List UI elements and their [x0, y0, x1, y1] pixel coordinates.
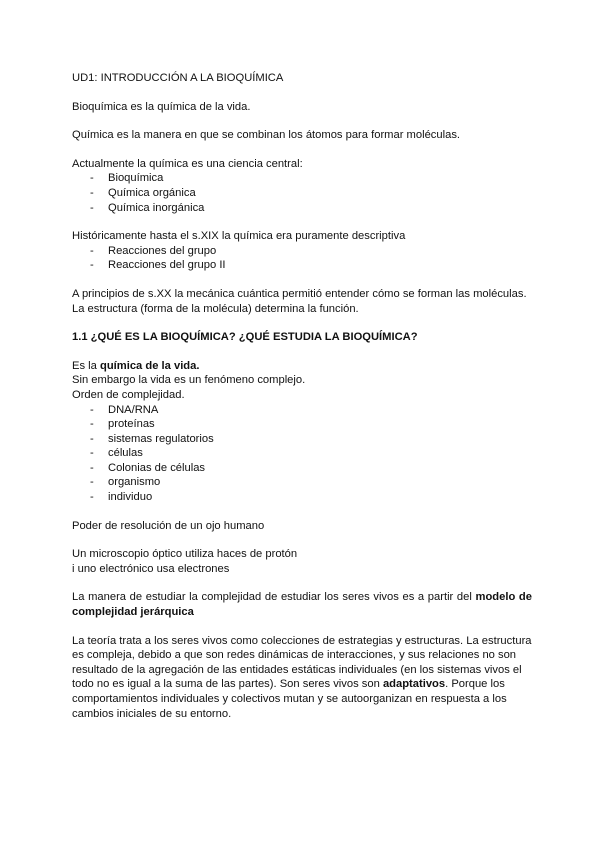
paragraph-chemistry: Química es la manera en que se combinan los átomos para formar moléculas. [72, 129, 461, 142]
life-block [72, 359, 532, 505]
theory-text-1: La teoría trata a los seres vivos como colecciones de estrategias y estructuras. La estructura es compleja, debido a que son redes dinámicas de interacciones, y sus relaciones no son resultado de la agregación de las entidades estáticas individuales (en los sistemas vivos el todo no es igual a la suma de las partes). Son seres vivos son [72, 634, 532, 691]
paragraph-definition: Bioquímica es la química de la vida. [72, 100, 251, 113]
list-item: - Química orgánica [72, 186, 532, 201]
list-item: - Química inorgánica [72, 201, 532, 216]
list-item: - Reacciones del grupo [72, 244, 532, 259]
es-la-prefix: Es la [72, 359, 100, 372]
paragraph-quantum-line1: A principios de s.XX la mecánica cuántica permitió entender cómo se forman las moléculas. [72, 287, 527, 300]
reactions-list [72, 244, 532, 273]
list-item: - proteínas [72, 417, 532, 432]
microscope-block [72, 547, 532, 576]
paragraph-historical: Históricamente hasta el s.XIX la química era puramente descriptiva [72, 230, 406, 243]
list-item: - individuo [72, 490, 532, 505]
quantum-block [72, 287, 532, 316]
section-heading: 1.1 ¿QUÉ ES LA BIOQUÍMICA? ¿QUÉ ESTUDIA LA BIOQUÍMICA? [72, 331, 418, 344]
paragraph-quantum-line2: La estructura (forma de la molécula) determina la función. [72, 302, 359, 315]
document-body [72, 71, 532, 735]
list-item: - células [72, 446, 532, 461]
paragraph-es-la [72, 359, 532, 374]
central-science-block [72, 157, 532, 215]
manera-text: La manera de estudiar la complejidad de estudiar los seres vivos es a partir del [72, 591, 476, 604]
paragraph-complex: Sin embargo la vida es un fenómeno complejo. [72, 374, 306, 387]
paragraph-microscope-line1: Un microscopio óptico utiliza haces de protón [72, 548, 298, 561]
paragraph-theory [72, 634, 532, 722]
manera-bold: modelo de complejidad jerárquica [72, 591, 532, 619]
theory-text-2: . Porque los comportamientos individuales y colectivos mutan y se autoorganizan en respuesta a los cambios iniciales de su entorno. [72, 678, 507, 720]
list-item: - DNA/RNA [72, 403, 532, 418]
complexity-list [72, 403, 532, 505]
document-title: UD1: INTRODUCCIÓN A LA BIOQUÍMICA [72, 72, 284, 84]
paragraph-central-science: Actualmente la química es una ciencia central: [72, 157, 303, 170]
paragraph-order: Orden de complejidad. [72, 388, 185, 401]
list-item: - Bioquímica [72, 171, 532, 186]
es-la-bold: química de la vida. [99, 359, 200, 372]
paragraph-microscope-line2: i uno electrónico usa electrones [72, 562, 230, 575]
historical-block [72, 229, 532, 273]
list-item: - Reacciones del grupo II [72, 258, 532, 273]
list-item: - organismo [72, 475, 532, 490]
chemistry-branches-list [72, 171, 532, 215]
list-item: - sistemas regulatorios [72, 432, 532, 447]
list-item: - Colonias de células [72, 461, 532, 476]
theory-bold: adaptativos [382, 678, 446, 691]
paragraph-hierarchical-model [72, 590, 532, 619]
paragraph-eye-resolution: Poder de resolución de un ojo humano [72, 519, 265, 532]
